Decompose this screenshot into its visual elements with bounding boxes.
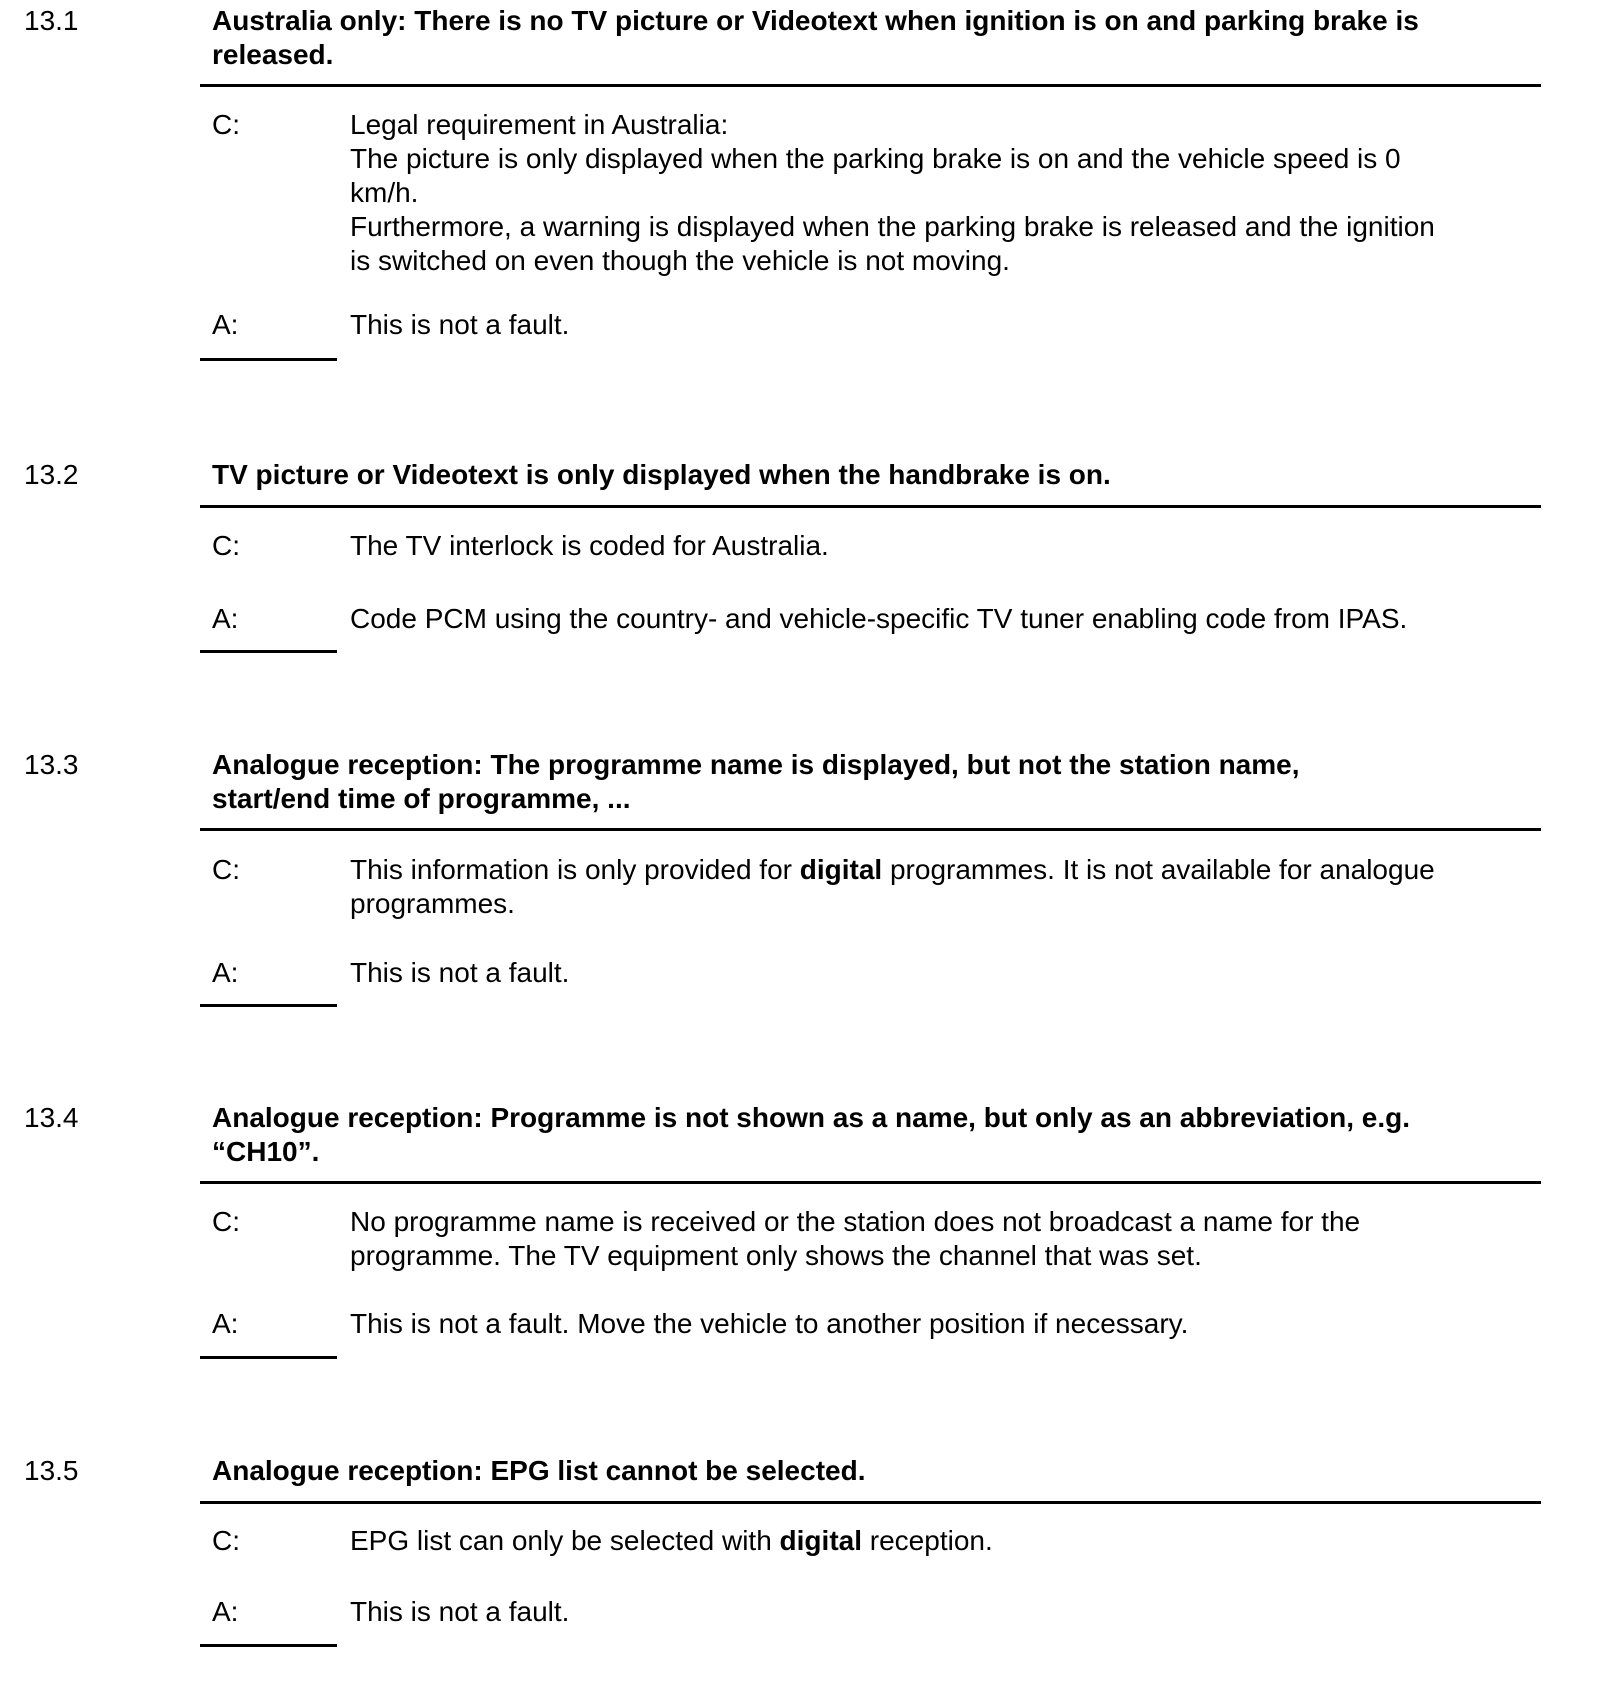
action-rule bbox=[200, 650, 337, 653]
cause-text-emphasis: digital bbox=[799, 854, 883, 885]
section-title-line: “CH10”. bbox=[212, 1136, 320, 1167]
cause-line: km/h. bbox=[350, 177, 419, 208]
section-title bbox=[212, 1454, 1532, 1488]
title-rule bbox=[200, 1181, 1541, 1184]
cause-label: C: bbox=[212, 109, 240, 140]
action-label: A: bbox=[212, 957, 239, 988]
cause-text-segment: EPG list can only be selected with bbox=[350, 1525, 780, 1556]
cause-line bbox=[350, 1524, 1540, 1558]
title-rule bbox=[200, 84, 1541, 87]
cause-text-segment: reception. bbox=[862, 1525, 993, 1556]
cause-text-segment: programmes. It is not available for analogue bbox=[882, 854, 1435, 885]
cause-label: C: bbox=[212, 530, 240, 561]
cause-line: programmes. bbox=[350, 888, 515, 919]
section-title-line: TV picture or Videotext is only displayed when the handbrake is on. bbox=[212, 459, 1111, 490]
cause-line: programme. The TV equipment only shows the channel that was set. bbox=[350, 1240, 1202, 1271]
section-title bbox=[212, 4, 1532, 72]
section-title-line: start/end time of programme, ... bbox=[212, 783, 631, 814]
action-label: A: bbox=[212, 309, 239, 340]
action-rule bbox=[200, 358, 337, 361]
cause-label: C: bbox=[212, 854, 240, 885]
action-label: A: bbox=[212, 1596, 239, 1627]
cause-line: The picture is only displayed when the parking brake is on and the vehicle speed is 0 bbox=[350, 143, 1401, 174]
section-title-line: Australia only: There is no TV picture or Videotext when ignition is on and parking brake is bbox=[212, 5, 1419, 36]
action-text: This is not a fault. bbox=[350, 1596, 570, 1627]
action-text: This is not a fault. bbox=[350, 309, 570, 340]
section-number: 13.3 bbox=[24, 749, 79, 780]
title-rule bbox=[200, 828, 1541, 831]
cause-label: C: bbox=[212, 1206, 240, 1237]
section-number: 13.4 bbox=[24, 1102, 79, 1133]
cause-text-segment: This information is only provided for bbox=[350, 854, 800, 885]
section-title bbox=[212, 458, 1532, 492]
action-rule bbox=[200, 1004, 337, 1007]
cause-text bbox=[350, 529, 1540, 563]
action-label: A: bbox=[212, 603, 239, 634]
action-text: This is not a fault. Move the vehicle to another position if necessary. bbox=[350, 1308, 1189, 1339]
section-number: 13.5 bbox=[24, 1455, 79, 1486]
action-rule bbox=[200, 1644, 337, 1647]
cause-text bbox=[350, 1524, 1540, 1558]
action-label: A: bbox=[212, 1308, 239, 1339]
cause-line: The TV interlock is coded for Australia. bbox=[350, 530, 829, 561]
title-rule bbox=[200, 1501, 1541, 1504]
section-title bbox=[212, 748, 1532, 816]
cause-text bbox=[350, 1205, 1540, 1273]
title-rule bbox=[200, 505, 1541, 508]
action-text: Code PCM using the country- and vehicle-specific TV tuner enabling code from IPAS. bbox=[350, 603, 1408, 634]
section-title-line: Analogue reception: EPG list cannot be selected. bbox=[212, 1455, 866, 1486]
section-title-line: Analogue reception: The programme name is displayed, but not the station name, bbox=[212, 749, 1300, 780]
section-title bbox=[212, 1101, 1532, 1169]
action-rule bbox=[200, 1356, 337, 1359]
cause-line: Legal requirement in Australia: bbox=[350, 109, 729, 140]
cause-label: C: bbox=[212, 1525, 240, 1556]
cause-text bbox=[350, 853, 1540, 921]
cause-text-emphasis: digital bbox=[779, 1525, 862, 1556]
cause-line bbox=[350, 853, 1540, 887]
cause-text bbox=[350, 108, 1540, 278]
section-number: 13.1 bbox=[24, 5, 79, 36]
action-text: This is not a fault. bbox=[350, 957, 570, 988]
section-number: 13.2 bbox=[24, 459, 79, 490]
section-title-line: Analogue reception: Programme is not shown as a name, but only as an abbreviation, e.g. bbox=[212, 1102, 1411, 1133]
cause-line: Furthermore, a warning is displayed when the parking brake is released and the ignition bbox=[350, 211, 1435, 242]
cause-line: is switched on even though the vehicle is not moving. bbox=[350, 245, 1010, 276]
cause-line: No programme name is received or the station does not broadcast a name for the bbox=[350, 1206, 1361, 1237]
section-title-line: released. bbox=[212, 39, 334, 70]
